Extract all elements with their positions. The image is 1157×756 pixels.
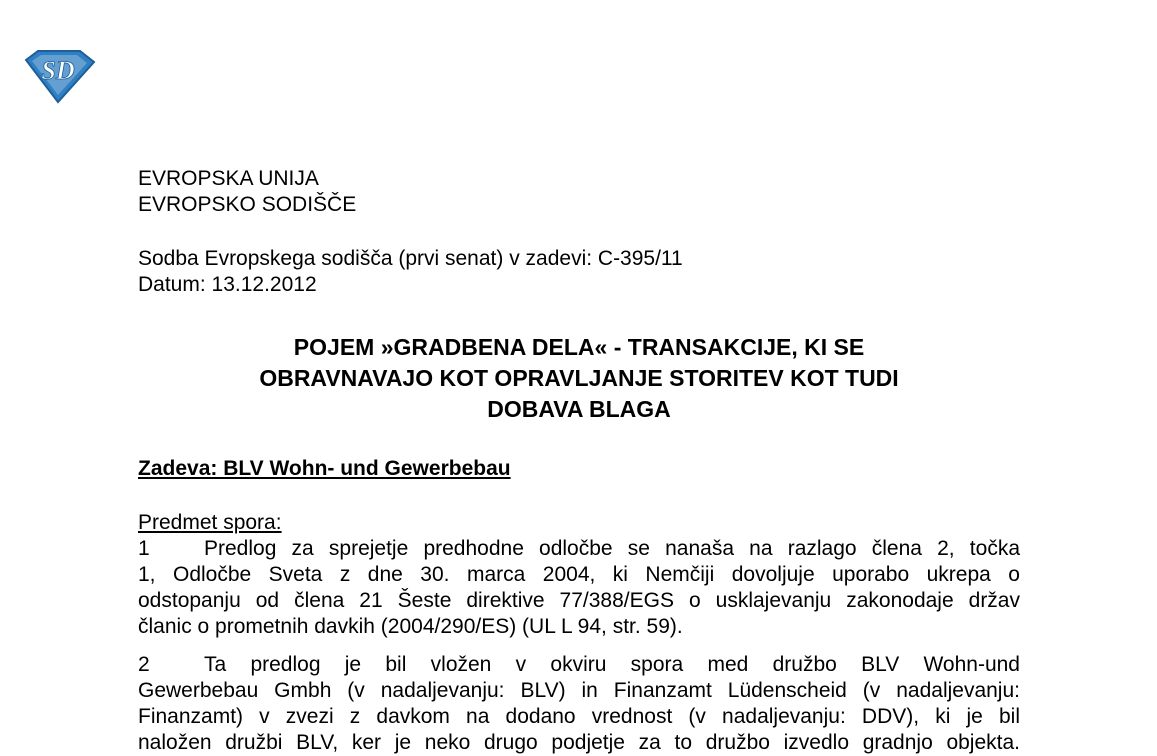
paragraph-line: 2 Ta predlog je bil vložen v okviru spora med družbo BLV Wohn-und: [138, 653, 1020, 676]
paragraph-line: Finanzamt) v zvezi z davkom na dodano vrednost (v nadaljevanju: DDV), ki je bil: [138, 705, 1020, 728]
date-line: Datum: 13.12.2012: [138, 273, 317, 296]
paragraph-line: 1, Odločbe Sveta z dne 30. marca 2004, ki Nemčiji dovoljuje uporabo ukrepa o: [138, 563, 1020, 586]
title-line-2: OBRAVNAVAJO KOT OPRAVLJANJE STORITEV KOT TUDI: [259, 365, 899, 391]
sd-logo-icon: [22, 48, 96, 104]
paragraph-line: Gewerbebau Gmbh (v nadaljevanju: BLV) in Finanzamt Lüdenscheid (v nadaljevanju:: [138, 679, 1020, 702]
header-line-2: EVROPSKO SODIŠČE: [138, 193, 357, 216]
title-line-3: DOBAVA BLAGA: [487, 396, 671, 422]
paragraph-line: naložen družbi BLV, ker je neko drugo podjetje za to družbo izvedlo gradnjo objekta.: [138, 731, 1020, 754]
paragraph-2: [138, 652, 1020, 756]
logo-text: SD: [41, 56, 75, 85]
paragraph-line: odstopanju od člena 21 Šeste direktive 77/388/EGS o usklajevanju zakonodaje držav: [138, 589, 1020, 612]
paragraph-line: 1 Predlog za sprejetje predhodne odločbe se nanaša na razlago člena 2, točka: [138, 537, 1020, 560]
document-body: [138, 166, 1020, 756]
subject-heading: Zadeva: BLV Wohn- und Gewerbebau: [138, 457, 511, 480]
paragraph-number: 2: [138, 653, 150, 676]
paragraph-1: [138, 536, 1020, 640]
title-line-1: POJEM »GRADBENA DELA« - TRANSAKCIJE, KI SE: [293, 334, 865, 360]
paragraph-number: 1: [138, 537, 150, 560]
document-title: [138, 332, 1020, 425]
paragraph-line: članic o prometnih davkih (2004/290/ES) (UL L 94, str. 59).: [138, 615, 683, 638]
header-line-1: EVROPSKA UNIJA: [138, 167, 319, 190]
section-heading: Predmet spora:: [138, 511, 282, 534]
case-line: Sodba Evropskega sodišča (prvi senat) v zadevi: C-395/11: [138, 247, 683, 270]
